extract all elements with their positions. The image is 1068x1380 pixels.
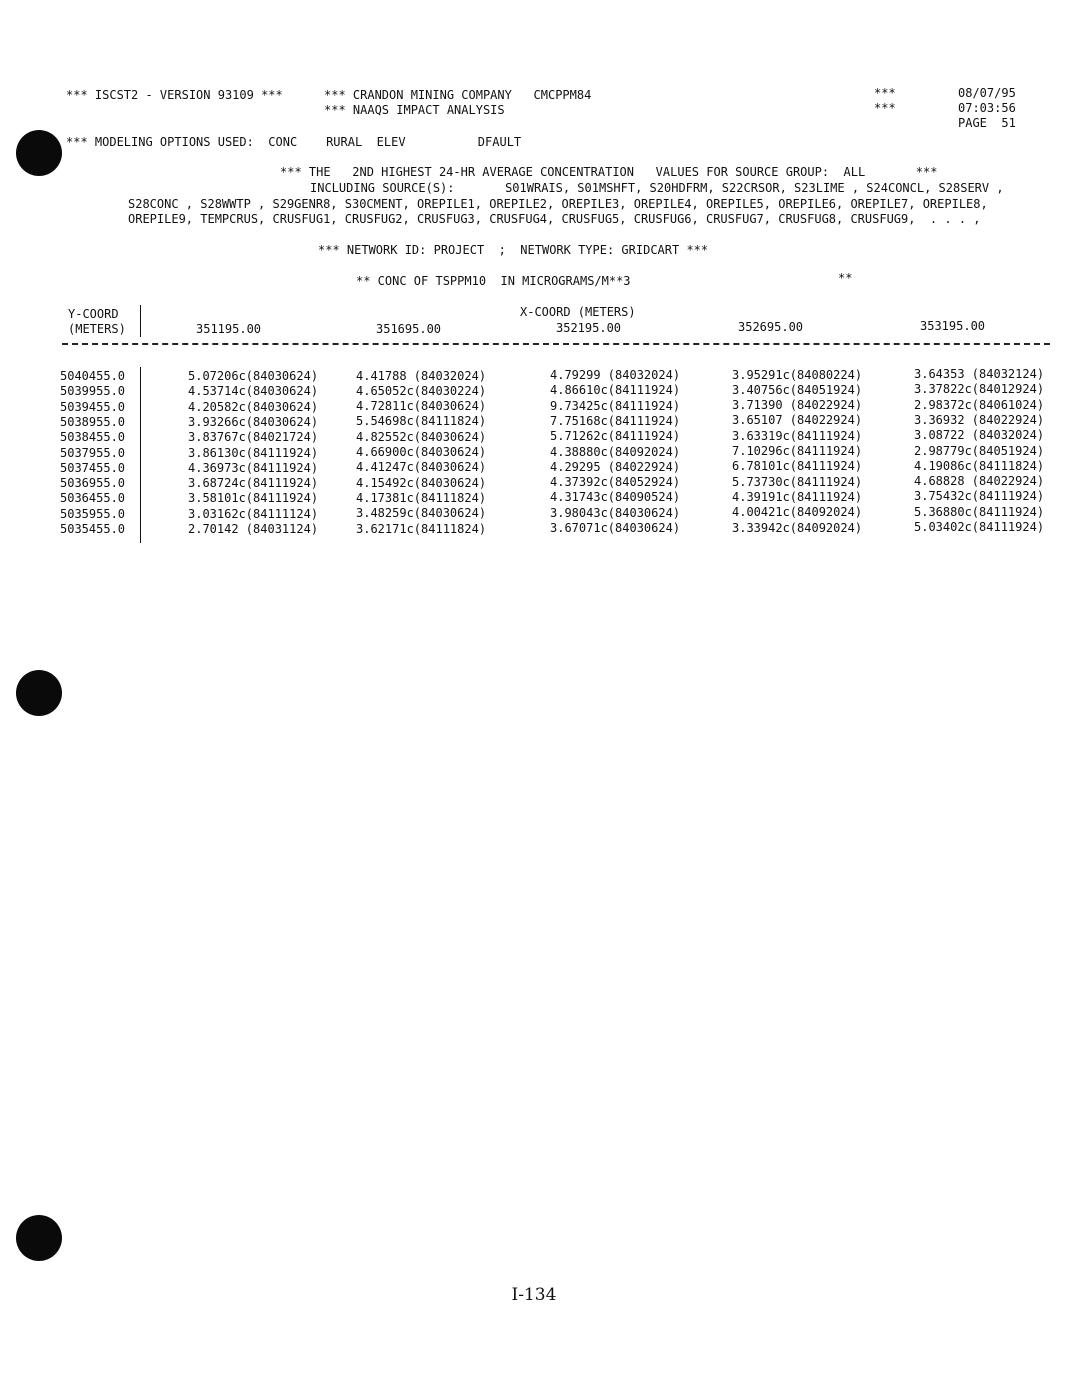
- table-cell: 4.31743c(84090524): [550, 490, 681, 505]
- table-cell: 4.19086c(84111824): [914, 458, 1045, 473]
- analysis-title: *** NAAQS IMPACT ANALYSIS: [324, 103, 505, 117]
- table-cell: 4.66900c(84030624): [356, 445, 487, 459]
- table-cell: 3.65107 (84022924): [732, 413, 863, 428]
- table-cell: 3.40756c(84051924): [732, 382, 863, 397]
- table-cell: 4.17381c(84111824): [356, 490, 487, 505]
- table-cell: 3.71390 (84022924): [732, 398, 863, 413]
- table-cell: 3.03162c(84111124): [188, 506, 319, 521]
- x-header: 352195.00: [556, 321, 622, 335]
- table-cell: 2.98372c(84061024): [914, 397, 1045, 412]
- table-cell: 7.75168c(84111924): [550, 413, 681, 428]
- table-cell: 3.68724c(84111924): [188, 476, 319, 491]
- table-cell: 4.37392c(84052924): [550, 475, 681, 490]
- table-cell: 5.71262c(84111924): [550, 429, 681, 444]
- binder-hole: [16, 670, 62, 716]
- table-cell: 4.20582c(84030624): [188, 399, 319, 414]
- table-cell: 4.68828 (84022924): [914, 474, 1045, 489]
- table-cell: 3.93266c(84030624): [188, 414, 319, 429]
- row-ycoord: 5037455.0: [60, 460, 126, 475]
- x-header: 351195.00: [196, 322, 262, 336]
- table-cell: 3.08722 (84032024): [914, 428, 1045, 443]
- concentration-units: ** CONC OF TSPPM10 IN MICROGRAMS/M**3: [356, 274, 631, 288]
- table-cell: 3.98043c(84030624): [550, 505, 681, 520]
- table-cell: 4.29295 (84022924): [550, 459, 681, 474]
- program-version: *** ISCST2 - VERSION 93109 ***: [66, 88, 283, 102]
- row-ycoord: 5038955.0: [60, 414, 126, 429]
- table-cell: 3.33942c(84092024): [732, 520, 863, 535]
- run-date: 08/07/95: [958, 86, 1016, 100]
- table-cell: 3.64353 (84032124): [914, 367, 1045, 381]
- table-cell: 5.73730c(84111924): [732, 474, 863, 489]
- row-ycoord: 5039955.0: [60, 384, 126, 399]
- table-cell: 3.67071c(84030624): [550, 521, 681, 535]
- source-list-line: INCLUDING SOURCE(S): S01WRAIS, S01MSHFT, S20HDFRM, S22CRSOR, S23LIME , S24CONCL, S28SERV ,: [310, 181, 1004, 195]
- table-cell: 5.54698c(84111824): [356, 414, 487, 429]
- row-ycoord: 5035955.0: [60, 506, 126, 521]
- xcoord-label: X-COORD (METERS): [520, 305, 636, 319]
- table-cell: 4.36973c(84111924): [188, 460, 319, 475]
- row-ycoord: 5039455.0: [60, 399, 126, 414]
- company-name: *** CRANDON MINING COMPANY CMCPPM84: [324, 88, 592, 102]
- network-info: *** NETWORK ID: PROJECT ; NETWORK TYPE: GRIDCART ***: [318, 243, 709, 257]
- table-cell: 3.75432c(84111924): [914, 489, 1045, 504]
- table-cell: 5.03402c(84111924): [914, 520, 1045, 534]
- row-ycoord: 5035455.0: [60, 522, 126, 536]
- table-cell: 3.86130c(84111924): [188, 445, 319, 460]
- table-cell: 3.95291c(84080224): [732, 367, 863, 382]
- table-cell: 3.48259c(84030624): [356, 506, 487, 521]
- table-cell: 4.82552c(84030624): [356, 429, 487, 444]
- binder-hole: [16, 1215, 62, 1261]
- table-cell: 4.86610c(84111924): [550, 383, 681, 398]
- table-cell: 9.73425c(84111924): [550, 398, 681, 413]
- table-cell: 3.36932 (84022924): [914, 412, 1045, 427]
- table-cell: 4.53714c(84030624): [188, 384, 319, 399]
- table-cell: 4.41788 (84032024): [356, 368, 487, 383]
- page-label: PAGE 51: [958, 116, 1016, 130]
- table-cell: 3.62171c(84111824): [356, 521, 487, 536]
- row-ycoord: 5037955.0: [60, 445, 126, 460]
- table-cell: 4.38880c(84092024): [550, 444, 681, 459]
- table-cell: 2.70142 (84031124): [188, 522, 319, 536]
- table-cell: 4.15492c(84030624): [356, 475, 487, 490]
- ycoord-unit: (METERS): [68, 322, 126, 336]
- run-time: 07:03:56: [958, 101, 1016, 115]
- row-ycoord: 5040455.0: [60, 369, 126, 383]
- table-cell: 2.98779c(84051924): [914, 443, 1045, 458]
- source-list-line: S28CONC , S28WWTP , S29GENR8, S30CMENT, OREPILE1, OREPILE2, OREPILE3, OREPILE4, OREPILE5, OREPILE6, OREPILE7, OREPILE8,: [128, 197, 988, 211]
- x-header: 352695.00: [738, 320, 804, 334]
- page-number: I-134: [511, 1285, 557, 1305]
- x-header: 351695.00: [376, 322, 442, 336]
- summary-title: *** THE 2ND HIGHEST 24-HR AVERAGE CONCENTRATION VALUES FOR SOURCE GROUP: ALL ***: [280, 165, 938, 179]
- table-cell: 3.37822c(84012924): [914, 382, 1045, 397]
- table-cell: 6.78101c(84111924): [732, 459, 863, 474]
- header-stars: ***: [874, 101, 896, 115]
- table-cell: 4.72811c(84030624): [356, 399, 487, 414]
- table-cell: 5.07206c(84030624): [188, 369, 319, 383]
- row-ycoord: 5036455.0: [60, 491, 126, 506]
- table-cell: 3.83767c(84021724): [188, 430, 319, 445]
- binder-hole: [16, 130, 62, 176]
- row-ycoord: 5036955.0: [60, 476, 126, 491]
- table-rule: [62, 343, 1050, 345]
- table-cell: 4.39191c(84111924): [732, 489, 863, 504]
- header-divider: [140, 305, 141, 337]
- table-cell: 7.10296c(84111924): [732, 444, 863, 458]
- table-cell: 3.63319c(84111924): [732, 428, 863, 443]
- row-ycoord: 5038455.0: [60, 430, 126, 445]
- table-cell: 4.79299 (84032024): [550, 368, 681, 382]
- table-cell: 4.65052c(84030224): [356, 383, 487, 398]
- header-stars: ***: [874, 86, 896, 100]
- table-cell: 4.00421c(84092024): [732, 505, 863, 520]
- x-header: 353195.00: [920, 319, 986, 333]
- body-divider: [140, 367, 141, 543]
- table-cell: 3.58101c(84111924): [188, 491, 319, 506]
- table-cell: 4.41247c(84030624): [356, 460, 487, 475]
- source-list-line: OREPILE9, TEMPCRUS, CRUSFUG1, CRUSFUG2, CRUSFUG3, CRUSFUG4, CRUSFUG5, CRUSFUG6, CRUSFUG7, CRUSFUG8, CRUSFUG9, . . . ,: [128, 212, 981, 226]
- modeling-options: *** MODELING OPTIONS USED: CONC RURAL ELEV DFAULT: [66, 135, 522, 149]
- table-cell: 5.36880c(84111924): [914, 504, 1045, 519]
- concentration-units-end: **: [838, 271, 853, 285]
- ycoord-label: Y-COORD: [68, 307, 119, 321]
